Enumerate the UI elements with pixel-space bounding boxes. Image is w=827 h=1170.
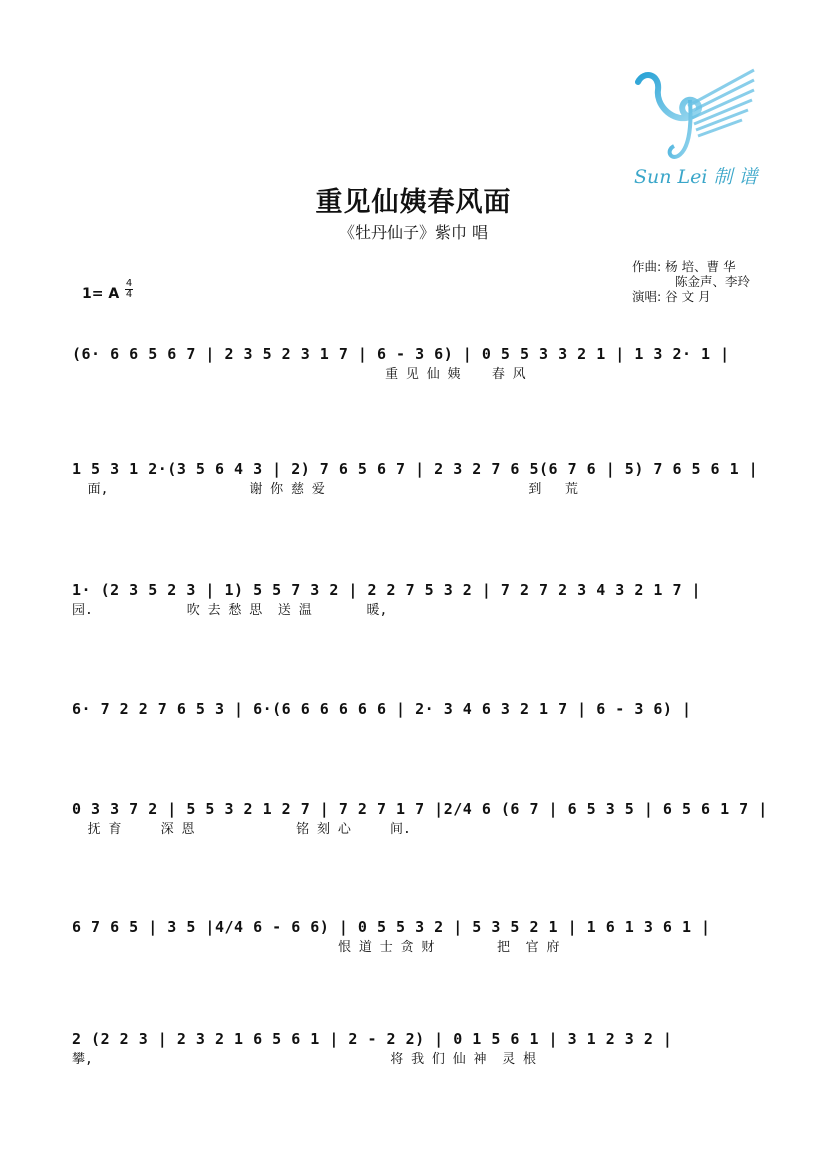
staff-line-3 [72, 581, 772, 618]
song-title: 重见仙姨春风面 [315, 187, 512, 218]
lyrics-line: 恨 道 士 贪 财 把 官 府 [72, 940, 560, 955]
lyrics-line: 攀, 将 我 们 仙 神 灵 根 [72, 1052, 537, 1067]
notes-line: 1 5 3 1 2·(3 5 6 4 3 | 2) 7 6 5 6 7 | 2 3 2 7 6 5(6 7 6 | 5) 7 6 5 6 1 | [72, 460, 759, 478]
notes-line: 6· 7 2 2 7 6 5 3 | 6·(6 6 6 6 6 6 | 2· 3 4 6 3 2 1 7 | 6 - 3 6) | [72, 700, 692, 718]
staff-line-6 [72, 918, 772, 955]
notes-line: 2 (2 2 3 | 2 3 2 1 6 5 6 1 | 2 - 2 2) | 0 1 5 6 1 | 3 1 2 3 2 | [72, 1030, 673, 1048]
notes-line: (6· 6 6 5 6 7 | 2 3 5 2 3 1 7 | 6 - 3 6) | 0 5 5 3 3 2 1 | 1 3 2· 1 | [72, 345, 730, 363]
lyrics-line: 重 见 仙 姨 春 风 [72, 367, 526, 382]
staff-line-5 [72, 800, 772, 837]
credit-composer-2: 陈金声、李玲 [675, 274, 751, 289]
staff-line-2 [72, 460, 772, 497]
staff-line-1 [72, 345, 772, 382]
logo-text: Sun Lei 制 谱 [634, 166, 758, 188]
time-top: 4 [125, 278, 133, 289]
notes-line: 6 7 6 5 | 3 5 |4/4 6 - 6 6) | 0 5 5 3 2 | 5 3 5 2 1 | 1 6 1 3 6 1 | [72, 918, 711, 936]
song-subtitle: 《牡丹仙子》紫巾 唱 [338, 223, 489, 242]
lyrics-line: 面, 谢 你 慈 爱 到 荒 [72, 482, 578, 497]
credit-composer: 作曲: 杨 培、曹 华 [632, 259, 736, 274]
credits [632, 259, 750, 304]
time-bottom: 4 [125, 289, 133, 300]
notes-line: 0 3 3 7 2 | 5 5 3 2 1 2 7 | 7 2 7 1 7 |2/4 6 (6 7 | 6 5 3 5 | 6 5 6 1 7 | [72, 800, 768, 818]
credit-singer: 演唱: 谷 文 月 [632, 289, 711, 304]
lyrics-line: 园. 吹 去 愁 思 送 温 暖, [72, 603, 388, 618]
lyrics-line: 抚 育 深 恩 铭 刻 心 间. [72, 822, 411, 837]
key-signature: 1= A [82, 286, 120, 302]
notes-line: 1· (2 3 5 2 3 | 1) 5 5 7 3 2 | 2 2 7 5 3 2 | 7 2 7 2 3 4 3 2 1 7 | [72, 581, 702, 599]
staff-line-7 [72, 1030, 772, 1067]
staff-line-4 [72, 700, 772, 718]
time-signature [125, 279, 133, 300]
